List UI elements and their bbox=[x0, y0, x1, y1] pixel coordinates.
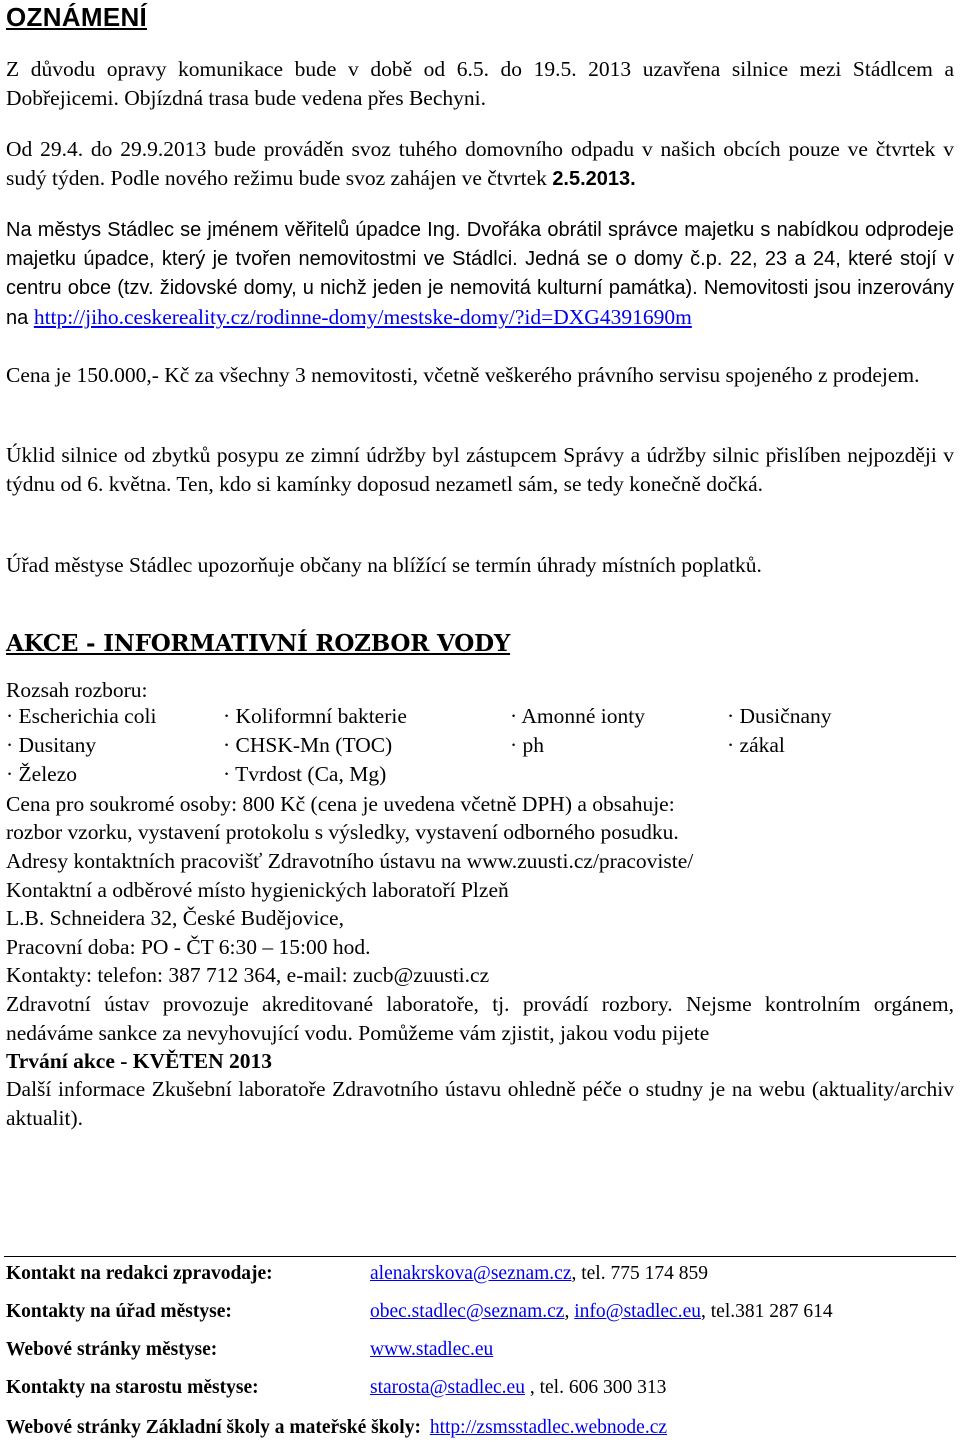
property-listing-link[interactable]: http://jiho.ceskereality.cz/rodinne-domy/mestske-domy/?id=DXG4391690m bbox=[33, 305, 692, 329]
price-line: Cena pro soukromé osoby: 800 Kč (cena je uvedena včetně DPH) a obsahuje: bbox=[6, 792, 675, 816]
notice-road-cleaning: Úklid silnice od zbytků posypu ze zimní údržby byl zástupcem Správy a údržby silnic přislíben nejpozději v týdnu od 6. května. Ten, kdo si kamínky doposud nezametl sám, se tedy konečně dočká. bbox=[6, 443, 954, 496]
analysis-item: · Koliformní bakterie bbox=[223, 704, 407, 728]
footer-row-editor bbox=[6, 1263, 708, 1285]
analysis-item: · ph bbox=[510, 733, 545, 757]
editor-phone: , tel. 775 174 859 bbox=[571, 1263, 708, 1284]
footer-row-website bbox=[6, 1339, 494, 1361]
mayor-contact-label: Kontakty na starostu městyse: bbox=[6, 1377, 259, 1398]
analysis-item: · Amonné ionty bbox=[510, 704, 645, 728]
footer-row-office bbox=[6, 1301, 833, 1323]
website-label: Webové stránky městyse: bbox=[6, 1339, 218, 1360]
institute-info: Zdravotní ústav provozuje akreditované laboratoře, tj. provádí rozbory. Nejsme kontrolním orgánem, nedáváme sankce za nevyhovující vodu. Pomůžeme vám zjistit, jakou vodu pijete bbox=[6, 992, 954, 1045]
contact-addresses-line: Adresy kontaktních pracovišť Zdravotního ústavu na www.zuusti.cz/pracoviste/ bbox=[6, 849, 694, 873]
further-info: Další informace Zkušební laboratoře Zdravotního ústavu ohledně péče o studny je na webu (aktuality/archiv aktualit). bbox=[6, 1077, 954, 1130]
office-email-separator: , bbox=[564, 1301, 575, 1322]
mayor-phone: , tel. 606 300 313 bbox=[524, 1377, 667, 1398]
price-includes-line: rozbor vzorku, vystavení protokolu s výsledky, vystavení odborného posudku. bbox=[6, 820, 679, 844]
office-email-link[interactable]: obec.stadlec@seznam.cz bbox=[370, 1301, 565, 1322]
office-contact-label: Kontakty na úřad městyse: bbox=[6, 1301, 232, 1322]
analysis-item: · Dusičnany bbox=[727, 704, 832, 728]
analysis-item: · zákal bbox=[727, 733, 785, 757]
analysis-item: · Escherichia coli bbox=[6, 704, 157, 728]
notice-waste-collection bbox=[6, 135, 954, 193]
analysis-item: · CHSK-Mn (TOC) bbox=[223, 733, 393, 757]
waste-collection-start-date: 2.5.2013. bbox=[552, 167, 636, 190]
waste-collection-text: Od 29.4. do 29.9.2013 bude prováděn svoz tuhého domovního odpadu v našich obcích pouze ve čtvrtek v sudý týden. Podle nového režimu bude svoz zahájen ve čtvrtek bbox=[6, 137, 954, 190]
editor-contact-label: Kontakt na redakci zpravodaje: bbox=[6, 1263, 273, 1284]
contacts-line: Kontakty: telefon: 387 712 364, e-mail: zucb@zuusti.cz bbox=[6, 963, 490, 987]
editor-email-link[interactable]: alenakrskova@seznam.cz bbox=[370, 1263, 572, 1284]
school-website-label: Webové stránky Základní školy a mateřské školy: bbox=[6, 1417, 421, 1438]
analysis-item: · Dusitany bbox=[6, 733, 97, 757]
office-phone: , tel.381 287 614 bbox=[701, 1301, 833, 1322]
notice-local-fees: Úřad městyse Stádlec upozorňuje občany na blížící se termín úhrady místních poplatků. bbox=[6, 553, 762, 577]
website-link[interactable]: www.stadlec.eu bbox=[370, 1339, 494, 1360]
footer-row-mayor bbox=[6, 1377, 667, 1399]
working-hours-line: Pracovní doba: PO - ČT 6:30 – 15:00 hod. bbox=[6, 935, 371, 959]
notice-road-closure: Z důvodu opravy komunikace bude v době od 6.5. do 19.5. 2013 uzavřena silnice mezi Stádlcem a Dobřejicemi. Objízdná trasa bude vedena přes Bechyni. bbox=[6, 57, 954, 110]
analysis-item: · Železo bbox=[6, 762, 78, 786]
analysis-item: · Tvrdost (Ca, Mg) bbox=[223, 762, 387, 786]
mayor-email-link[interactable]: starosta@stadlec.eu bbox=[370, 1377, 525, 1398]
analysis-scope-label: Rozsah rozboru: bbox=[6, 678, 148, 702]
sampling-address-line: L.B. Schneidera 32, České Budějovice, bbox=[6, 906, 344, 930]
office-info-email-link[interactable]: info@stadlec.eu bbox=[574, 1301, 701, 1322]
property-sale-text: Na městys Stádlec se jménem věřitelů úpadce Ing. Dvořáka obrátil správce majetku s nabídkou odprodeje majetku úpadce, který je tvořen nemovitostmi ve Stádlci. Jedná se o domy č.p. 22, 23 a 24, které stojí v centru obce (tzv. židovské domy, u nichž jeden je nemovitá kulturní památka). Nemovitosti jsou inzerovány na bbox=[6, 219, 954, 329]
sampling-place-line: Kontaktní a odběrové místo hygienických laboratoří Plzeň bbox=[6, 878, 509, 902]
footer-divider bbox=[4, 1256, 956, 1257]
action-duration: Trvání akce - KVĚTEN 2013 bbox=[6, 1049, 272, 1073]
heading-akce-rozbor-vody: AKCE - INFORMATIVNÍ ROZBOR VODY bbox=[6, 630, 511, 657]
school-website-link[interactable]: http://zsmsstadlec.webnode.cz bbox=[429, 1417, 668, 1438]
notice-property-sale bbox=[6, 216, 954, 333]
notice-property-price: Cena je 150.000,- Kč za všechny 3 nemovitosti, včetně veškerého právního servisu spojeného z prodejem. bbox=[6, 363, 920, 387]
footer-row-school bbox=[6, 1417, 667, 1439]
heading-oznameni: OZNÁMENÍ bbox=[6, 2, 148, 32]
